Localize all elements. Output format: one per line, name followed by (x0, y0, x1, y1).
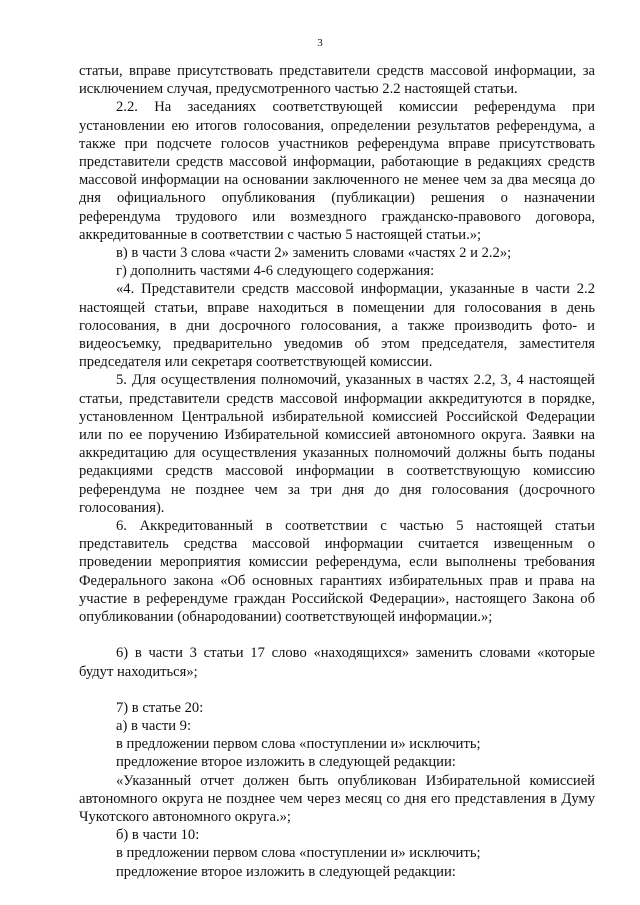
paragraph: «Указанный отчет должен быть опубликован Избирательной комиссией автономного округа не позднее чем через месяц со дня его представления в Думу Чукотского автономного округа.»; (79, 772, 595, 825)
page-number: 3 (317, 37, 323, 49)
paragraph: 6) в части 3 статьи 17 слово «находящихся» заменить словами «которые будут находиться»; (79, 645, 595, 680)
paragraph: в предложении первом слова «поступлении и» исключить; (116, 736, 481, 753)
paragraph: г) дополнить частями 4-6 следующего содержания: (116, 263, 435, 280)
paragraph: предложение второе изложить в следующей редакции: (116, 863, 456, 880)
paragraph: 6. Аккредитованный в соответствии с частью 5 настоящей статьи представитель средства массовой информации считается извещенным о проведении мероприятия комиссии референдума, если выполнены требования Федерального закона «Об основных гарантиях избирательных прав и права на участие в референдуме граждан Российской Федерации», настоящего Закона об опубликовании (обнародовании) соответствующей информации.»; (79, 518, 595, 626)
document-body (79, 62, 595, 881)
paragraph: б) в части 10: (116, 827, 200, 844)
paragraph: в) в части 3 слова «части 2» заменить словами «частях 2 и 2.2»; (116, 245, 512, 262)
paragraph: «4. Представители средств массовой информации, указанные в части 2.2 настоящей статьи, вправе находиться в помещении для голосования в день голосования, в дни досрочного голосования, а также производить фото- и видеосъемку, предварительно уведомив об этом председателя, заместителя председателя или секретаря соответствующей комиссии. (79, 281, 595, 371)
paragraph: 7) в статье 20: (116, 699, 204, 716)
paragraph: в предложении первом слова «поступлении и» исключить; (116, 845, 481, 862)
paragraph: 2.2. На заседаниях соответствующей комиссии референдума при установлении ею итогов голосования, определении результатов референдума, а также при подсчете голосов участников референдума вправе присутствовать представители средств массовой информации, работающие в редакциях средств массовой информации на основании заключенного не менее чем за два месяца до дня официального опубликования (публикации) решения о назначении референдума трудового или возмездного гражданско-правового договора, аккредитованные в соответствии с частью 5 настоящей статьи.»; (79, 99, 595, 243)
paragraph: а) в части 9: (116, 717, 192, 734)
paragraph: 5. Для осуществления полномочий, указанных в частях 2.2, 3, 4 настоящей статьи, представители средств массовой информации аккредитуются в порядке, установленном Центральной избирательной комиссией Российской Федерации или по ее поручению Избирательной комиссией автономного округа. Заявки на аккредитацию для осуществления указанных полномочий должны быть поданы редакциями средств массовой информации в соответствующую комиссию референдума не позднее чем за три дня до дня голосования (досрочного голосования). (79, 372, 595, 516)
paragraph: статьи, вправе присутствовать представители средств массовой информации, за исключением случая, предусмотренного частью 2.2 настоящей статьи. (79, 63, 595, 98)
paragraph: предложение второе изложить в следующей редакции: (116, 754, 456, 771)
